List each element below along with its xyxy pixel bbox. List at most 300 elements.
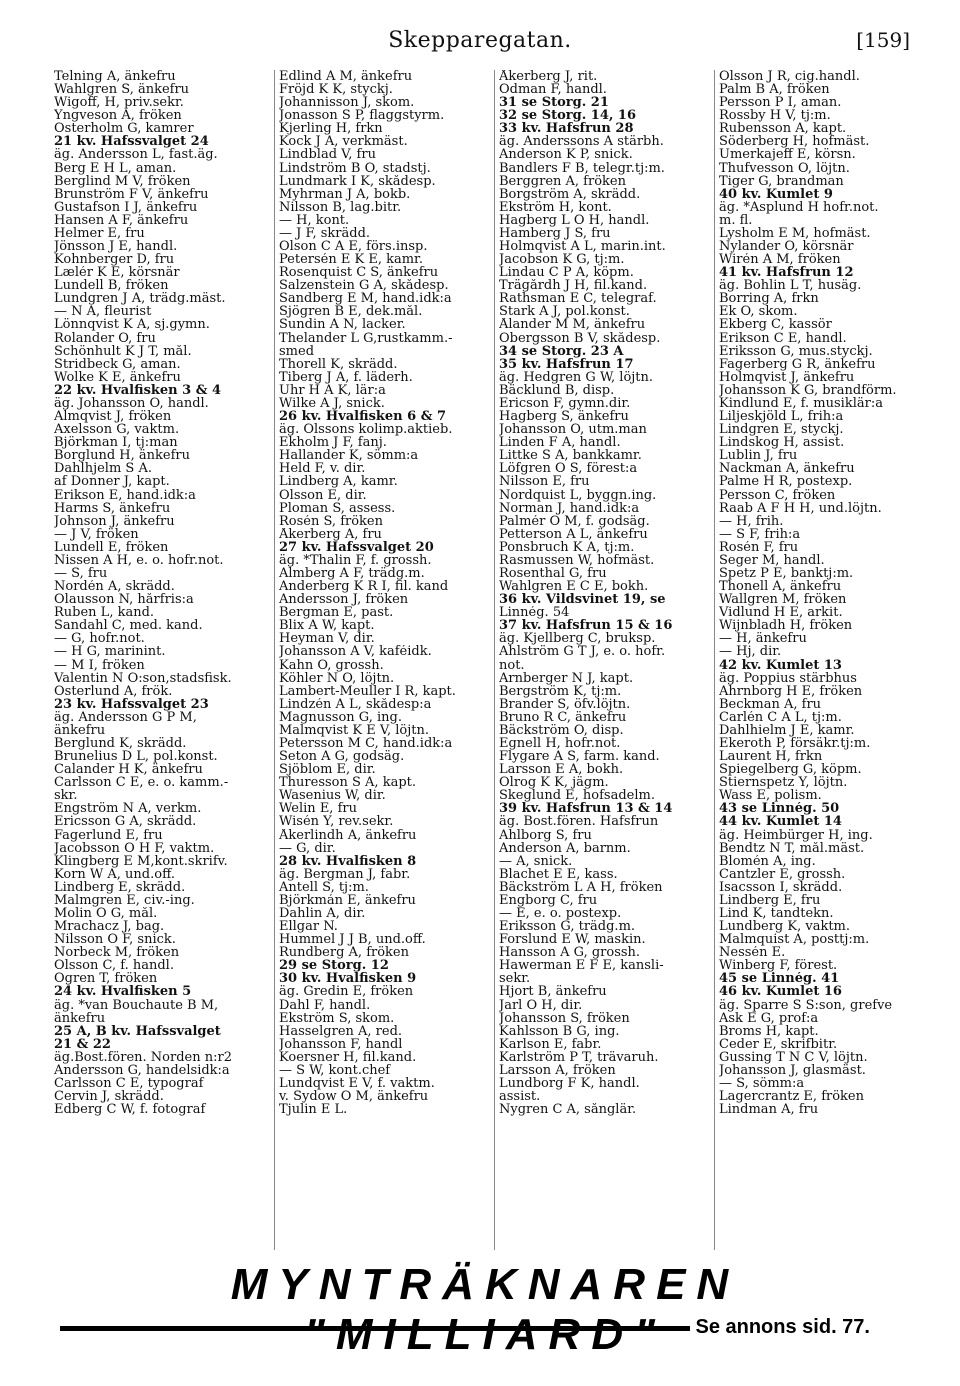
directory-entry: 23 kv. Hafssvalget 23 (54, 697, 209, 711)
directory-entry: Lindman A, fru (719, 1103, 819, 1117)
directory-entry: — G, hofr.not. (54, 632, 145, 646)
directory-entry: Wilke A J, snick. (279, 396, 385, 411)
directory-entry: Fagerberg G R, änkefru (719, 357, 876, 371)
directory-entry: Rasmussen W, hofmäst. (499, 553, 655, 567)
directory-entry: v. Sydow O M, änkefru (279, 1090, 429, 1104)
directory-entry: Salzenstein G A, skådesp. (279, 279, 449, 293)
directory-entry: — S, fru (54, 566, 108, 581)
directory-entry: Thufvesson O, löjtn. (719, 161, 850, 175)
directory-entry: Stark A J, pol.konst. (499, 305, 630, 319)
directory-entry: Uhr H A K, lär:a (279, 383, 386, 397)
column-4 (714, 70, 934, 1250)
directory-entry: Molin O G, mål. (54, 907, 158, 921)
directory-entry: Nygren C A, sånglär. (499, 1103, 637, 1117)
directory-entry: Telning A, änkefru (54, 70, 176, 84)
directory-entry: Wijnbladh H, fröken (719, 619, 853, 633)
directory-entry: Rolander O, fru (54, 331, 156, 345)
directory-entry: 33 kv. Hafsfrun 28 (499, 122, 634, 136)
directory-entry: Wasenius W, dir. (279, 789, 386, 803)
directory-entry: Anderson K P, snick. (499, 148, 633, 162)
directory-entry: Broms H, kapt. (719, 1024, 819, 1038)
directory-entry: Carlén C A L, tj:m. (719, 710, 842, 724)
directory-entry: Åkerberg A, fru (279, 527, 382, 541)
directory-entry: Beckman A, fru (719, 697, 822, 711)
directory-entry: Karlson E, fabr. (499, 1037, 602, 1051)
directory-entry: Petersson M C, hand.idk:a (279, 736, 453, 751)
directory-entry: Thorell K, skrädd. (279, 357, 398, 371)
directory-entry: Welin E, fru (279, 802, 357, 816)
directory-entry: Wigoff, H, priv.sekr. (54, 96, 184, 110)
directory-entry: Antell S, tj:m. (279, 880, 369, 894)
directory-entry: 30 kv. Hvalfisken 9 (279, 972, 417, 986)
directory-entry: 37 kv. Hafsfrun 15 & 16 (499, 619, 673, 633)
directory-entry: 44 kv. Kumlet 14 (719, 815, 842, 829)
directory-entry: Nylander O, körsnär (719, 240, 854, 254)
directory-entry: 22 kv. Hvalfisken 3 & 4 (54, 383, 222, 397)
directory-entry: — H, frih. (719, 514, 784, 528)
directory-entry: äg. Johansson O, handl. (54, 396, 209, 411)
directory-entry: Mrachacz J, bag. (54, 920, 165, 934)
directory-entry: Nilsson O F, snick. (54, 933, 176, 947)
directory-entry: Almqvist J, fröken (54, 410, 172, 424)
directory-entry: Littke S A, bankkamr. (499, 449, 642, 463)
directory-entry: Johansson J, glasmäst. (719, 1063, 866, 1078)
directory-entry: äg. Gredin E, fröken (279, 985, 414, 999)
directory-entry: Wallgren M, fröken (719, 593, 847, 607)
directory-entry: Lundmark I K, skådesp. (279, 174, 436, 188)
page-header (50, 22, 910, 58)
directory-entry: Bäcklund B, disp. (499, 383, 615, 397)
directory-entry: Bandlers F B, telegr.tj:m. (499, 161, 665, 175)
directory-entry: Österholm G, kamrer (54, 122, 194, 136)
directory-entry: Dahlhielm J E, kamr. (719, 723, 855, 737)
directory-entry: — Hj, dir. (719, 645, 782, 659)
directory-entry: Fagerlund E, fru (54, 828, 163, 842)
directory-entry: — A, snick. (499, 854, 573, 868)
directory-entry: Lundell B, fröken (54, 279, 169, 293)
directory-entry: Tiberg J A, f. läderh. (279, 370, 413, 384)
directory-entry: Umerkajeff E, körsn. (719, 148, 856, 162)
directory-entry: Yngveson A, fröken (54, 109, 182, 123)
directory-entry: Blix A W, kapt. (279, 619, 375, 633)
directory-entry: Lindgren E, styckj. (719, 423, 844, 437)
directory-entry: Nilsson E, fru (499, 475, 590, 489)
directory-entry: Ericson F, gymn.dir. (499, 396, 631, 411)
directory-entry: Magnusson G, ing. (279, 710, 402, 724)
directory-entry: Lublin J, fru (719, 449, 798, 463)
directory-entry: Anderberg K R I, fil. kand (279, 580, 449, 594)
directory-entry: Johannisson J, skom. (279, 96, 415, 110)
directory-entry: Lindau C P A, köpm. (499, 266, 634, 280)
directory-entry: Söderberg H, hofmäst. (719, 135, 870, 149)
directory-entry: Edlind A M, änkefru (279, 70, 413, 84)
directory-entry: Hansen A F, änkefru (54, 213, 189, 227)
directory-entry: not. (499, 658, 525, 672)
directory-entry: Borgström A, skrädd. (499, 187, 641, 201)
directory-entry: Larsson E A, bokh. (499, 763, 624, 777)
directory-entry: Isacsson I, skrädd. (719, 880, 843, 894)
directory-entry: äg. *Asplund H hofr.not. (719, 200, 879, 214)
directory-entry: Lind K, tandtekn. (719, 907, 834, 921)
directory-entry: Engström N A, verkm. (54, 802, 202, 816)
directory-entry: Jacobson K G, tj:m. (499, 253, 625, 267)
directory-entry: Bergman E, past. (279, 606, 394, 620)
ad-rule (60, 1326, 690, 1331)
directory-entry: Löfgren O S, förest:a (499, 462, 638, 476)
directory-entry: Brunström F V, änkefru (54, 187, 209, 201)
directory-entry: Palme H R, postexp. (719, 475, 853, 489)
directory-entry: Nordén A, skrädd. (54, 580, 175, 594)
directory-entry: Blomén A, ing. (719, 854, 816, 868)
directory-entry: äg. *van Bouchaute B M, (54, 998, 219, 1012)
directory-entry: Holmqvist A L, marin.int. (499, 240, 666, 254)
directory-entry: Ahrnborg H E, fröken (719, 684, 863, 698)
directory-entry: Cantzler E, grossh. (719, 867, 846, 881)
directory-entry: sekr. (499, 972, 531, 986)
directory-entry: 28 kv. Hvalfisken 8 (279, 854, 417, 868)
directory-entry: Dahl F, handl. (279, 998, 371, 1012)
directory-entry: Kahlsson B G, ing. (499, 1024, 620, 1038)
directory-entry: Lundqvist E V, f. vaktm. (279, 1077, 435, 1091)
directory-entry: Linnég. 54 (499, 606, 570, 620)
directory-entry: Norbeck M, fröken (54, 946, 180, 960)
directory-entry: Axelsson G, vaktm. (54, 423, 180, 437)
directory-entry: Ericsson G A, skrädd. (54, 815, 197, 829)
directory-entry: 35 kv. Hafsfrun 17 (499, 357, 634, 371)
directory-entry: Österlund A, frök. (54, 684, 173, 698)
directory-entry: 34 se Storg. 23 A (499, 344, 624, 358)
directory-entry: Rosenthal G, fru (499, 566, 607, 581)
directory-entry: Held F, v. dir. (279, 462, 366, 476)
directory-entry: Berglind M V, fröken (54, 174, 191, 188)
directory-entry: af Donner J, kapt. (54, 475, 170, 489)
directory-entry: Hawerman E F E, kansli- (499, 959, 664, 973)
directory-entry: Valentin N O:son,stadsfisk. (54, 671, 232, 685)
directory-entry: äg. Poppius stärbhus (719, 671, 857, 685)
directory-entry: Kjerling H, frkn (279, 122, 383, 136)
directory-entry: Wisén Y, rev.sekr. (279, 815, 394, 829)
directory-entry: Helmer E, fru (54, 226, 145, 241)
directory-entry: Persson C, fröken (719, 488, 836, 502)
directory-entry: Ekström S, skom. (279, 1011, 395, 1025)
directory-entry: skr. (54, 789, 78, 803)
directory-entry: Ahlborg S, fru (499, 828, 592, 842)
directory-entry: Karlström P T, trävaruh. (499, 1050, 659, 1064)
directory-entry: Köhler N O, löjtn. (279, 671, 395, 685)
directory-entry: Sundin A N, lacker. (279, 318, 406, 332)
directory-entry: Ploman S, assess. (279, 501, 396, 515)
directory-entry: 39 kv. Hafsfrun 13 & 14 (499, 802, 673, 816)
directory-entry: Thelander L G,rustkamm.- (279, 331, 453, 345)
directory-entry: Edberg C W, f. fotograf (54, 1103, 206, 1117)
directory-entry: Flygare A S, farm. kand. (499, 750, 660, 764)
directory-entry: Koersner H, fil.kand. (279, 1050, 417, 1064)
directory-entry: Dahlhjelm S A. (54, 462, 152, 476)
directory-entry: Brunelius D L, pol.konst. (54, 750, 218, 764)
directory-entry: Björkman I, tj:man (54, 436, 178, 450)
directory-entry: Hansson A G, grossh. (499, 946, 641, 960)
directory-entry: äg. Andersson L, fast.äg. (54, 148, 218, 162)
directory-entry: Lundell E, fröken (54, 540, 169, 554)
directory-entry: Stiernspetz Y, löjtn. (719, 776, 848, 790)
column-3 (494, 70, 714, 1250)
directory-entry: Erikson C E, handl. (719, 331, 847, 345)
directory-entry: Kock J A, verkmäst. (279, 135, 408, 149)
directory-entry: Nilsson B, lag.bitr. (279, 200, 402, 214)
directory-entry: Norman J, hand.idk:a (499, 501, 640, 515)
directory-entry: Lundgren J A, trädg.mäst. (54, 292, 226, 306)
directory-entry: Andersson J, fröken (279, 593, 409, 607)
directory-entry: Åkerlindh A, änkefru (279, 828, 417, 842)
directory-entry: Klingberg E M,kont.skrifv. (54, 854, 228, 868)
directory-entry: äg.Bost.fören. Norden n:r2 (54, 1050, 232, 1064)
directory-entry: Eriksson G, mus.styckj. (719, 344, 873, 358)
directory-entry: Thuresson S A, kapt. (279, 776, 416, 790)
directory-entry: Hummel J J B, und.off. (279, 933, 426, 947)
directory-entry: 45 se Linnég. 41 (719, 972, 840, 986)
directory-entry: Ekeroth P, försäkr.tj:m. (719, 736, 871, 751)
directory-entry: Carlsson C E, e. o. kamm.- (54, 776, 229, 790)
directory-entry: Spetz P E, banktj:m. (719, 566, 854, 581)
directory-entry: Rathsman E C, telegraf. (499, 292, 657, 306)
directory-entry: Olsson E, dir. (279, 488, 367, 502)
directory-entry: Raab A F H H, und.löjtn. (719, 501, 882, 515)
directory-entry: 27 kv. Hafssvalget 20 (279, 540, 434, 554)
directory-entry: 40 kv. Kumlet 9 (719, 187, 833, 201)
directory-entry: Lindzén A L, skådesp:a (279, 697, 432, 711)
directory-entry: Bäckström L A H, fröken (499, 880, 663, 894)
directory-entry: Jonasson S P, flaggstyrm. (279, 109, 445, 123)
directory-entry: Ahlström G T J, e. o. hofr. (499, 645, 666, 659)
directory-entry: Korn W A, und.off. (54, 867, 175, 881)
directory-entry: — J V, fröken (54, 527, 139, 541)
directory-entry: Persson P I, aman. (719, 96, 842, 110)
directory-entry: Almberg A F, trädg.m. (279, 566, 425, 581)
directory-entry: Kahn O, grossh. (279, 658, 384, 672)
directory-entry: Thonell A, änkefru (719, 580, 842, 594)
directory-entry: Malmqvist K E V, löjtn. (279, 723, 429, 737)
directory-entry: Lindblad V, fru (279, 148, 376, 162)
directory-entry: Ponsbruch K A, tj:m. (499, 540, 635, 554)
directory-entry: Ekström H, kont. (499, 200, 612, 214)
directory-entry: Laurent H, frkn (719, 750, 823, 764)
directory-entry: Bendtz N T, mål.mäst. (719, 841, 865, 855)
directory-entry: Lindberg E, skrädd. (54, 880, 186, 894)
directory-entry: 41 kv. Hafsfrun 12 (719, 266, 854, 280)
directory-entry: 31 se Storg. 21 (499, 96, 609, 110)
directory-entry: 24 kv. Hvalfisken 5 (54, 985, 192, 999)
directory-entry: Johnson J, änkefru (54, 514, 175, 528)
directory-entry: Lindström B O, stadstj. (279, 161, 431, 175)
directory-entry: — J F, skrädd. (279, 226, 371, 241)
directory-entry: Cervin J, skrädd. (54, 1090, 164, 1104)
directory-entry: Ålander M M, änkefru (499, 318, 646, 332)
directory-entry: 21 kv. Hafssvalget 24 (54, 135, 209, 149)
directory-entry: Hjort B, änkefru (499, 985, 607, 999)
directory-entry: Hagberg L O H, handl. (499, 213, 650, 227)
directory-entry: Bruno R C, änkefru (499, 710, 627, 724)
directory-entry: Brander S, öfv.löjtn. (499, 697, 631, 711)
directory-entry: — H G, marinint. (54, 645, 166, 659)
directory-entry: Ögren T, fröken (54, 972, 158, 986)
directory-entry: äg. Bergman J, fabr. (279, 867, 411, 881)
directory-entry: 36 kv. Vildsvinet 19, se (499, 593, 666, 607)
column-2 (274, 70, 494, 1250)
directory-entry: Berggren A, fröken (499, 174, 626, 188)
directory-entry: Lindskog H, assist. (719, 436, 845, 450)
directory-entry: Wass E, polism. (719, 789, 822, 803)
directory-entry: Johansson O, utm.man (499, 423, 647, 437)
directory-entry: Lindberg A, kamr. (279, 475, 398, 489)
directory-entry: Ask E G, prof:a (719, 1011, 819, 1025)
directory-entry: 25 A, B kv. Hafssvalget (54, 1024, 221, 1038)
directory-entry: äg. Bohlin L T, husäg. (719, 279, 862, 293)
directory-entry: Wolke K E, änkefru (54, 370, 181, 384)
directory-entry: Olrog K K, jägm. (499, 776, 609, 790)
directory-entry: Rossby H V, tj:m. (719, 109, 831, 123)
directory-entry: Berglund K, skrädd. (54, 736, 187, 751)
directory-entry: m. fl. (719, 213, 753, 227)
directory-entry: 42 kv. Kumlet 13 (719, 658, 842, 672)
directory-entry: äg. Hedgren G W, löjtn. (499, 370, 654, 384)
directory-entry: Nessén E. (719, 946, 786, 960)
directory-entry: Lysholm E M, hofmäst. (719, 226, 871, 241)
directory-entry: — S W, kont.chef (279, 1063, 391, 1078)
directory-entry: Gussing T N C V, löjtn. (719, 1050, 868, 1064)
directory-entry: — N A, fleurist (54, 305, 152, 319)
directory-entry: Nordquist L, byggn.ing. (499, 488, 657, 502)
directory-entry: Rosén F, fru (719, 540, 799, 554)
directory-entry: Harms S, änkefru (54, 501, 171, 515)
directory-entry: Sjögren B E, dek.mål. (279, 305, 423, 319)
directory-entry: Sjöblom E, dir. (279, 763, 376, 777)
directory-entry: änkefru (54, 723, 106, 737)
page-number: [159] (856, 28, 910, 52)
directory-entry: Ceder E, skrifbitr. (719, 1037, 838, 1051)
directory-entry: Rubensson A, kapt. (719, 122, 847, 136)
directory-entry: Tjulin E L. (279, 1103, 348, 1117)
directory-entry: Lundberg K, vaktm. (719, 920, 851, 934)
directory-entry: äg. Anderssons A stärbh. (499, 135, 664, 149)
directory-entry: Olausson N, hårfris:a (54, 593, 194, 607)
directory-entry: Eriksson G, trädg.m. (499, 920, 636, 934)
directory-entry: Hallander K, sömm:a (279, 449, 419, 463)
directory-entry: Winberg F, förest. (719, 959, 838, 973)
directory-entry: Ödman F, handl. (499, 83, 607, 97)
directory-entry: smed (279, 344, 315, 358)
directory-entry: Johansson F, handl (279, 1037, 403, 1051)
directory-entry: Tiger G, brandman (719, 174, 844, 188)
directory-entry: Jacobsson O H F, vaktm. (54, 841, 215, 855)
directory-entry: Wahlgren S, änkefru (54, 83, 190, 97)
directory-entry: Seton A G, godsäg. (279, 750, 405, 764)
directory-entry: Hamberg J S, fru (499, 226, 611, 241)
directory-entry: Malmquist A, posttj:m. (719, 933, 870, 947)
directory-entry: Lindberg E, fru (719, 893, 821, 907)
directory-entry: Gustafson I J, änkefru (54, 200, 198, 214)
advertisement-banner (40, 1260, 930, 1360)
directory-entry: Lönnqvist K A, sj.gymn. (54, 318, 210, 332)
directory-entry: Olsson C, f. handl. (54, 959, 174, 973)
directory-entry: Myhrman J A, bokb. (279, 187, 411, 201)
street-title: Skepparegatan. (388, 28, 572, 53)
directory-entry: Petersén E K E, kamr. (279, 253, 423, 267)
directory-entry: äg. Bost.fören. Hafsfrun (499, 815, 659, 829)
ad-subtitle: Se annons sid. 77. (695, 1316, 870, 1338)
directory-entry: — S F, frih:a (719, 527, 801, 541)
directory-entry: assist. (499, 1090, 541, 1104)
directory-entry: Nissen A H, e. o. hofr.not. (54, 553, 224, 567)
directory-entry: Johansson A V, kaféidk. (279, 645, 432, 659)
directory-entry: Jönsson J E, handl. (54, 240, 178, 254)
directory-entry: Lagercrantz E, fröken (719, 1090, 864, 1104)
directory-entry: Rosén S, fröken (279, 514, 383, 528)
directory-entry: Andersson G, handelsidk:a (54, 1063, 230, 1078)
directory-entry: Björkmán E, änkefru (279, 893, 416, 907)
directory-entry: Wirén A M, fröken (719, 253, 841, 267)
directory-entry: — S, sömm:a (719, 1077, 805, 1091)
directory-entry: Nackman A, änkefru (719, 462, 855, 476)
directory-entry: Kindlund E, f. musiklär:a (719, 396, 883, 411)
directory-entry: Forslund E W, maskin. (499, 933, 646, 947)
directory-entry: Palm B A, fröken (719, 83, 830, 97)
directory-entry: 46 kv. Kumlet 16 (719, 985, 842, 999)
directory-entry: Olson C A E, förs.insp. (279, 240, 428, 254)
directory-entry: Johansson S, fröken (499, 1011, 630, 1025)
directory-entry: Lambert-Meuller I R, kapt. (279, 684, 456, 698)
directory-entry: Blachet E E, kass. (499, 867, 618, 881)
directory-entry: Skeglund E, hofsadelm. (499, 789, 655, 803)
directory-entry: Borglund H, änkefru (54, 449, 190, 463)
directory-entry: Johansson K G, brandförm. (719, 383, 897, 397)
directory-entry: Holmqvist J, änkefru (719, 370, 855, 384)
directory-entry: 26 kv. Hvalfisken 6 & 7 (279, 410, 447, 424)
directory-entry: 32 se Storg. 14, 16 (499, 109, 637, 123)
directory-entry: Olsson J R, cig.handl. (719, 70, 860, 84)
directory-entry: 43 se Linnég. 50 (719, 802, 840, 816)
directory-entry: äg. Andersson G P M, (54, 710, 197, 724)
directory-entry: Spiegelberg G, köpm. (719, 763, 862, 777)
directory-entry: Egnell H, hofr.not. (499, 736, 621, 751)
directory-entry: Hagberg S, änkefru (499, 410, 629, 424)
directory-columns (54, 70, 934, 1250)
directory-entry: äg. Heimbürger H, ing. (719, 828, 873, 842)
directory-entry: Borring A, frkn (719, 292, 819, 306)
directory-entry: Calander H K, änkefru (54, 763, 203, 777)
directory-entry: Kohnberger D, fru (54, 253, 175, 267)
directory-entry: — H, änkefru (719, 632, 807, 646)
directory-entry: Engborg C, fru (499, 893, 598, 907)
directory-entry: Vidlund H E, arkit. (719, 606, 843, 620)
directory-entry: Öbergsson B V, skådesp. (499, 331, 661, 345)
directory-entry: — G, dir. (279, 841, 336, 855)
directory-entry: änkefru (54, 1011, 106, 1025)
directory-entry: Bergström K, tj:m. (499, 684, 622, 698)
directory-entry: Ruben L, kand. (54, 606, 155, 620)
directory-entry: Erikson E, hand.idk:a (54, 488, 196, 502)
directory-entry: Malmgren E, civ.-ing. (54, 893, 195, 907)
directory-entry: Schönhult K J T, mål. (54, 344, 192, 358)
directory-entry: — H, kont. (279, 213, 350, 227)
directory-entry: äg. Sparre S S:son, grefve (719, 998, 893, 1012)
directory-entry: Fröjd K K, styckj. (279, 83, 393, 97)
directory-entry: Seger M, handl. (719, 553, 825, 567)
directory-entry: Berg E H L, aman. (54, 161, 177, 175)
directory-entry: Heyman V, dir. (279, 632, 375, 646)
directory-entry: Larsson A, fröken (499, 1063, 616, 1078)
directory-entry: Anderson A, barnm. (499, 841, 631, 855)
directory-entry: Hasselgren A, red. (279, 1024, 403, 1038)
